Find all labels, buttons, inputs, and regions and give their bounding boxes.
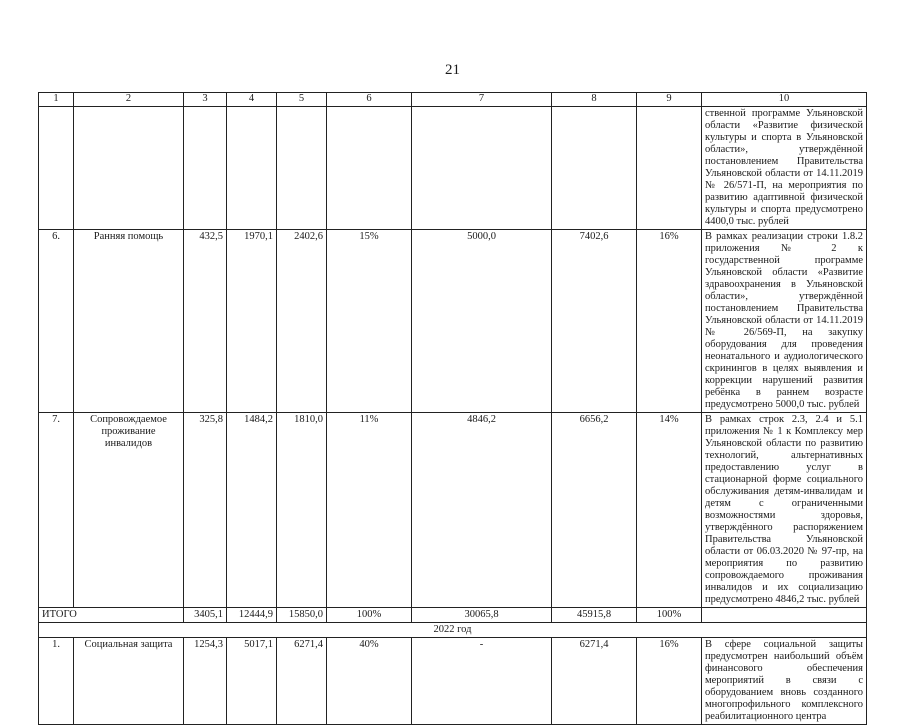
table-row	[39, 230, 867, 413]
header-cell: 9	[637, 93, 702, 107]
cell-col8: 7402,6	[552, 230, 637, 413]
header-cell: 5	[277, 93, 327, 107]
page-number: 21	[445, 62, 460, 78]
header-cell: 2	[74, 93, 184, 107]
cell-col3: 432,5	[184, 230, 227, 413]
row-number: 1.	[39, 638, 74, 725]
table-row	[39, 638, 867, 725]
total-col8: 45915,8	[552, 608, 637, 623]
header-cell: 8	[552, 93, 637, 107]
total-col9: 100%	[637, 608, 702, 623]
cell-col9: 16%	[637, 230, 702, 413]
cell-col4: 5017,1	[227, 638, 277, 725]
header-cell: 7	[412, 93, 552, 107]
header-row	[39, 93, 867, 107]
row-number: 6.	[39, 230, 74, 413]
cell-col5: 2402,6	[277, 230, 327, 413]
header-cell: 6	[327, 93, 412, 107]
description-cell: ственной программе Ульяновской области «Развитие физической культуры и спорта в Ульяновской области», утверждённой постановлением Правительства Ульяновской области от 14.11.2019 № 26/571-П, на мероприятия по развитию адаптивной физической культуры и спорта предусмотрено 4400,0 тыс. рублей	[702, 107, 867, 230]
total-col5: 15850,0	[277, 608, 327, 623]
header-cell: 3	[184, 93, 227, 107]
cell-col6: 40%	[327, 638, 412, 725]
header-cell: 10	[702, 93, 867, 107]
cell-col4: 1484,2	[227, 413, 277, 608]
total-col6: 100%	[327, 608, 412, 623]
cell-col7: 5000,0	[412, 230, 552, 413]
description-cell: В рамках строк 2.3, 2.4 и 5.1 приложения № 1 к Комплексу мер Ульяновской области по развитию технологий, альтернативных предоставлению услуг в стационарной форме социального обслуживания детям-инвалидам и детям с ограниченными возможностями здоровья, утверждённого распоряжением Правительства Ульяновской области от 06.03.2020 № 97-пр, на мероприятия по развитию сопровождаемого проживания инвалидов и их социализацию предусмотрено 4846,2 тыс. рублей	[702, 413, 867, 608]
total-row	[39, 608, 867, 623]
cell-col9: 14%	[637, 413, 702, 608]
cell-col3: 325,8	[184, 413, 227, 608]
row-number: 7.	[39, 413, 74, 608]
description-cell: В сфере социальной защиты предусмотрен наибольший объём финансового обеспечения мероприятий в связи с оборудованием вновь созданного многопрофильного комплексного реабилитационного центра	[702, 638, 867, 725]
row-name: Ранняя помощь	[74, 230, 184, 413]
cell-col4: 1970,1	[227, 230, 277, 413]
cell-col7: 4846,2	[412, 413, 552, 608]
cell-col5: 6271,4	[277, 638, 327, 725]
year-row	[39, 623, 867, 638]
total-col4: 12444,9	[227, 608, 277, 623]
total-col3: 3405,1	[184, 608, 227, 623]
cell-col8: 6271,4	[552, 638, 637, 725]
continuation-row	[39, 107, 867, 230]
total-col7: 30065,8	[412, 608, 552, 623]
cell-col6: 15%	[327, 230, 412, 413]
total-label: ИТОГО	[39, 608, 184, 623]
cell-col8: 6656,2	[552, 413, 637, 608]
budget-table	[38, 92, 867, 725]
cell-col6: 11%	[327, 413, 412, 608]
cell-col7: -	[412, 638, 552, 725]
description-cell: В рамках реализации строки 1.8.2 приложения № 2 к государственной программе Ульяновской области «Развитие здравоохранения в Ульяновской области», утверждённой постановлением Правительства Ульяновской области от 14.11.2019 № 26/569-П, на закупку оборудования для проведения неонатального и аудиологического скринингов в целях выявления и коррекции нарушений развития ребёнка в раннем возрасте предусмотрено 5000,0 тыс. рублей	[702, 230, 867, 413]
cell-col5: 1810,0	[277, 413, 327, 608]
cell-col9: 16%	[637, 638, 702, 725]
row-name: Социальная защита	[74, 638, 184, 725]
header-cell: 4	[227, 93, 277, 107]
year-label: 2022 год	[39, 623, 867, 638]
row-name: Сопровождаемое проживание инвалидов	[74, 413, 184, 608]
cell-col3: 1254,3	[184, 638, 227, 725]
table-row	[39, 413, 867, 608]
header-cell: 1	[39, 93, 74, 107]
